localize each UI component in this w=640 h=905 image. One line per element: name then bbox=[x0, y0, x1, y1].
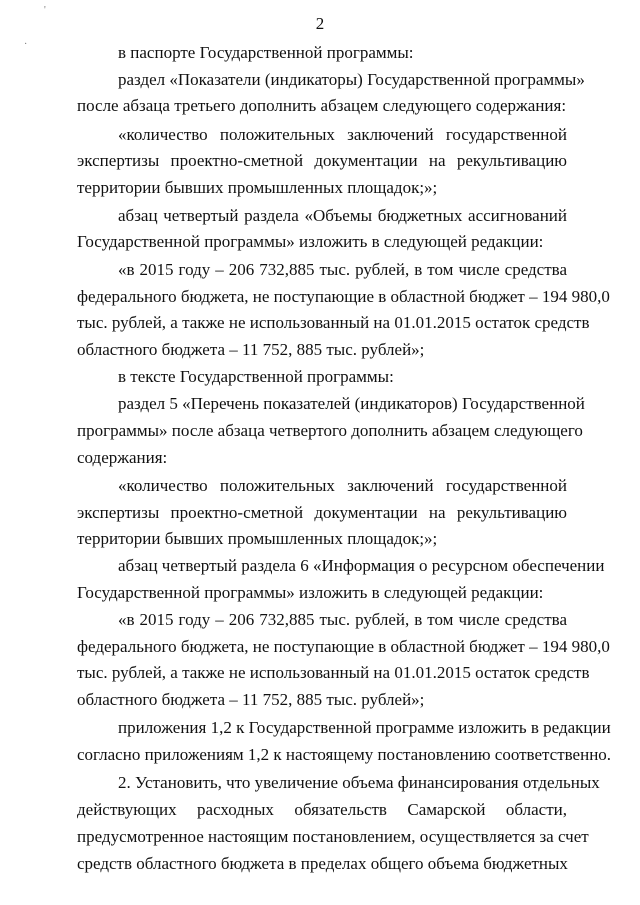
scan-mark-top: ' bbox=[44, 5, 46, 16]
text-line: экспертизы проектно-сметной документации на рекультивацию bbox=[77, 151, 567, 170]
text-line: областного бюджета – 11 752, 885 тыс. рублей»; bbox=[77, 340, 425, 359]
text-line: областного бюджета – 11 752, 885 тыс. рублей»; bbox=[77, 690, 425, 709]
text-line: программы» после абзаца четвертого дополнить абзацем следующего bbox=[77, 421, 583, 440]
text-line: действующих расходных обязательств Самарской области, bbox=[77, 800, 567, 819]
text-line: «количество положительных заключений государственной bbox=[118, 125, 567, 144]
text-line: содержания: bbox=[77, 448, 168, 467]
text-line: тыс. рублей, а также не использованный на 01.01.2015 остаток средств bbox=[77, 663, 590, 682]
text-line: раздел «Показатели (индикаторы) Государственной программы» bbox=[118, 70, 585, 89]
text-line: Государственной программы» изложить в следующей редакции: bbox=[77, 583, 544, 602]
text-line: федерального бюджета, не поступающие в областной бюджет – 194 980,0 bbox=[77, 637, 610, 656]
text-line: 2. Установить, что увеличение объема финансирования отдельных bbox=[118, 773, 600, 792]
text-line: в паспорте Государственной программы: bbox=[118, 43, 414, 62]
text-line: абзац четвертый раздела 6 «Информация о ресурсном обеспечении bbox=[118, 556, 605, 575]
text-line: федерального бюджета, не поступающие в областной бюджет – 194 980,0 bbox=[77, 287, 610, 306]
text-line: средств областного бюджета в пределах общего объема бюджетных bbox=[77, 854, 568, 873]
text-line: тыс. рублей, а также не использованный на 01.01.2015 остаток средств bbox=[77, 313, 590, 332]
text-line: территории бывших промышленных площадок;»; bbox=[77, 529, 438, 548]
text-line: территории бывших промышленных площадок;»; bbox=[77, 178, 438, 197]
text-line: «в 2015 году – 206 732,885 тыс. рублей, в том числе средства bbox=[118, 610, 567, 629]
text-line: экспертизы проектно-сметной документации на рекультивацию bbox=[77, 503, 567, 522]
text-line: приложения 1,2 к Государственной программе изложить в редакции bbox=[118, 718, 611, 737]
text-line: предусмотренное настоящим постановлением, осуществляется за счет bbox=[77, 827, 589, 846]
text-line: Государственной программы» изложить в следующей редакции: bbox=[77, 232, 544, 251]
text-line: раздел 5 «Перечень показателей (индикаторов) Государственной bbox=[118, 394, 585, 413]
text-line: «количество положительных заключений государственной bbox=[118, 476, 567, 495]
text-line: в тексте Государственной программы: bbox=[118, 367, 394, 386]
scan-mark-left: · bbox=[24, 39, 28, 50]
text-line: абзац четвертый раздела «Объемы бюджетных ассигнований bbox=[118, 206, 567, 225]
text-line: «в 2015 году – 206 732,885 тыс. рублей, в том числе средства bbox=[118, 260, 567, 279]
text-line: согласно приложениям 1,2 к настоящему постановлению соответственно. bbox=[77, 745, 612, 764]
page-number: 2 bbox=[315, 14, 325, 33]
text-line: после абзаца третьего дополнить абзацем следующего содержания: bbox=[77, 96, 567, 115]
